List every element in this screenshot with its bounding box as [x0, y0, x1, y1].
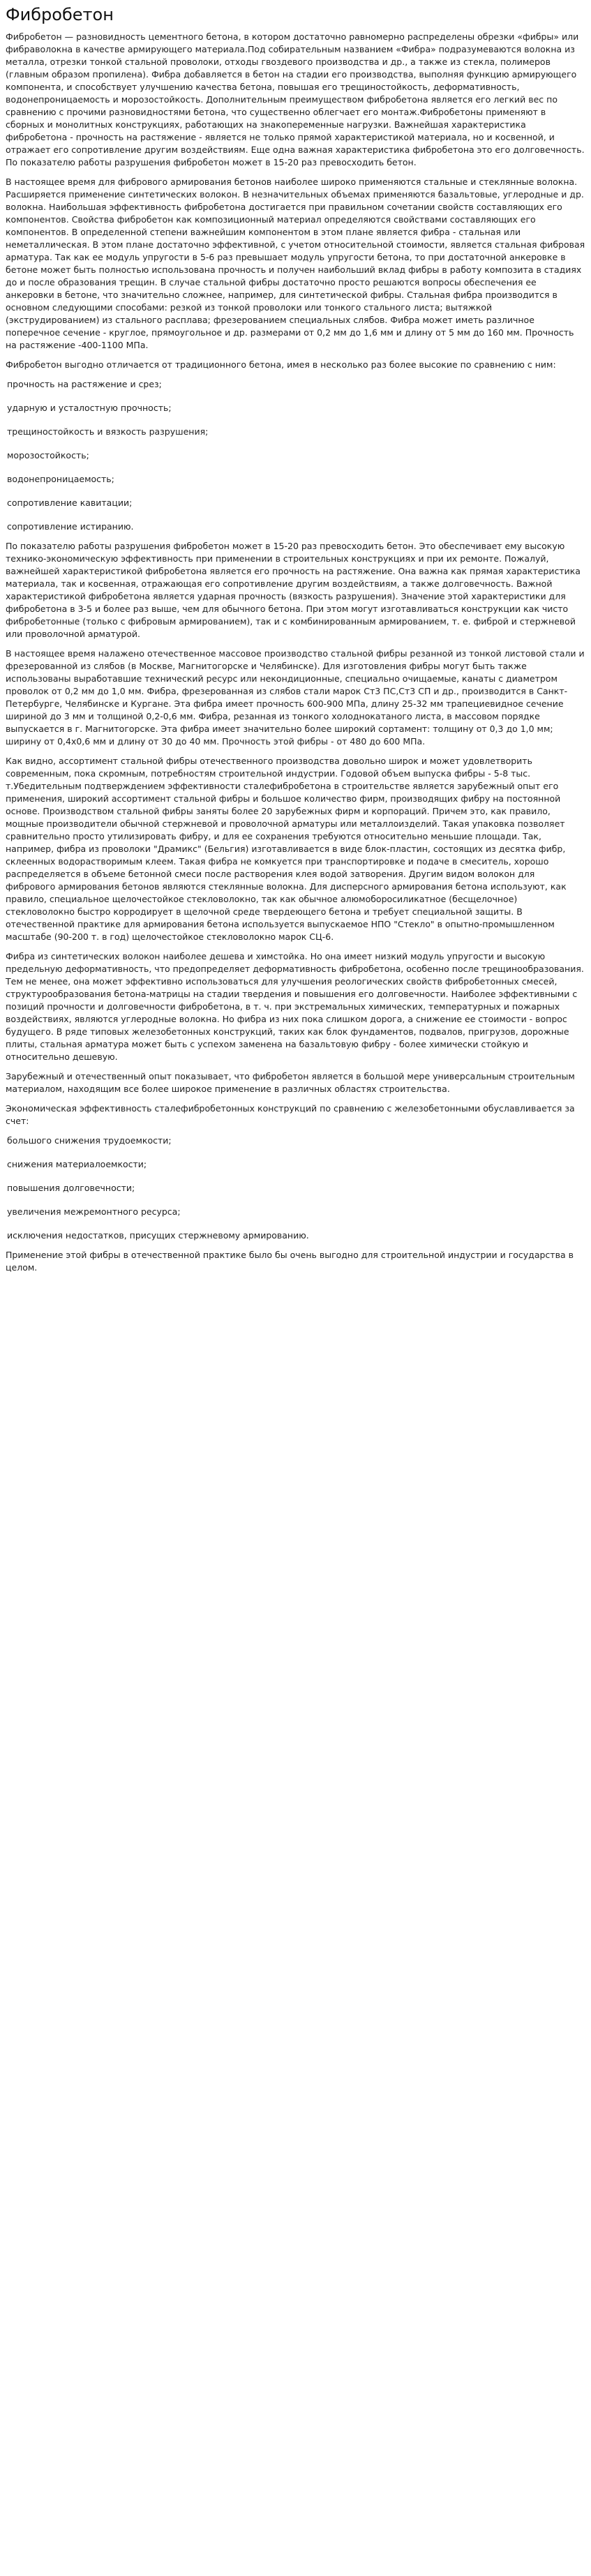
list-item: исключения недостатков, присущих стержневому армированию.	[7, 1230, 309, 1241]
paragraph: Экономическая эффективность сталефибробетонных конструкций по сравнению с железобетонными обуславливается за счет:	[6, 1103, 575, 1126]
document	[0, 0, 591, 1274]
list-item: трещиностойкость и вязкость разрушения;	[7, 426, 209, 437]
list-item: прочность на растяжение и срез;	[7, 379, 162, 389]
paragraph: Зарубежный и отечественный опыт показывает, что фибробетон является в большой мере универсальным строительным материалом, находящим все более широкое применение в различных областях строительства.	[6, 1071, 575, 1094]
paragraph: Как видно, ассортимент стальной фибры отечественного производства довольно широк и может удовлетворить современным, пока скромным, потребностям строительной индустрии. Годовой объем выпуска фибры - 5-8 тыс. т.Убедительным подтверждением эффективности сталефибробетона в строительстве является зарубежный опыт его применения, широкий ассортимент стальной фибры и большое количество фирм, производящих фибру на постоянной основе. Производством стальной фибры заняты более 20 зарубежных фирм и корпораций. Причем это, как правило, мощные производители обычной стержневой и проволочной арматуры или металлоизделий. Такая упаковка позволяет сравнительно просто утилизировать фибру, и для ее сохранения требуются относительно меньшие площади. Так, например, фибра из проволоки "Драмикс" (Бельгия) изготавливается в виде блок-пластин, состоящих из десятка фибр, склеенных водорастворимым клеем. Такая фибра не комкуется при транспортировке и подаче в смеситель, хорошо распределяется в объеме бетонной смеси после растворения клея водой затворения. Другим видом волокон для фибрового армирования бетонов являются стеклянные волокна. Для дисперсного армирования бетона используют, как правило, специальное щелочестойкое стекловолокно, так как обычное алюмоборосиликатное (бесщелочное) стекловолокно быстро корродирует в щелочной среде твердеющего бетона и требует специальной защиты. В отечественной практике для армирования бетона используется выпускаемое НПО "Стекло" в опытно-промышленном масштабе (90-200 т. в год) щелочестойкое стекловолокно марок СЦ-6.	[6, 756, 567, 942]
paragraph: Фибробетон — разновидность цементного бетона, в котором достаточно равномерно распределены обрезки «фибры» или фибраволокна в качестве армирующего материала.Под собирательным названием «Фибра» подразумеваются волокна из металла, отрезки тонкой стальной проволоки, отходы гвоздевого производства и др., а также из стекла, полимеров (главным образом пропилена). Фибра добавляется в бетон на стадии его производства, выполняя функцию армирующего компонента, и способствует улучшению качества бетона, повышая его трещиностойкость, деформативность, водонепроницаемость и морозостойкость. Дополнительным преимуществом фибробетона является его легкий вес по сравнению с прочими разновидностями бетона, что существенно облегчает его монтаж.Фибробетоны применяют в сборных и монолитных конструкциях, работающих на знакопеременные нагрузки. Важнейшая характеристика фибробетона - прочность на растяжение - является не только прямой характеристикой материала, но и косвенной, и отражает его сопротивление другим воздействиям. Еще одна важная характеристика фибробетона это его долговечность. По показателю работы разрушения фибробетон может в 15-20 раз превосходить бетон.	[6, 31, 585, 167]
list-item: ударную и усталостную прочность;	[7, 403, 172, 413]
list-item: морозостойкость;	[7, 450, 89, 460]
list-item: увеличения межремонтного ресурса;	[7, 1206, 181, 1217]
paragraph: В настоящее время для фибрового армирования бетонов наиболее широко применяются стальные и стеклянные волокна. Расширяется применение синтетических волокон. В незначительных объемах применяются базальтовые, углеродные и др. волокна. Наибольшая эффективность фибробетона достигается при правильном сочетании свойств составляющих его компонентов. Свойства фибробетон как композиционный материал определяются свойствами составляющих его компонентов. В определенной степени важнейшим компонентом в этом плане является фибра - стальная или неметаллическая. В этом плане достаточно эффективной, с учетом относительной стоимости, является стальная фибровая арматура. Так как ее модуль упругости в 5-6 раз превышает модуль упругости бетона, то при достаточной анкеровке в бетоне может быть полностью использована прочность и получен наибольший вклад фибры в работу композита в стадиях до и после образования трещин. В случае стальной фибры достаточно просто решаются вопросы обеспечения ее анкеровки в бетоне, что значительно сложнее, например, для синтетической фибры. Стальная фибра производится в основном следующими способами: резкой из тонкой проволоки или тонкого стального листа; вытяжкой (экструдированием) из стального расплава; фрезерованием специальных слябов. Фибра может иметь различное поперечное сечение - круглое, прямоугольное и др. размерами от 0,2 мм до 1,6 мм и длину от 5 мм до 160 мм. Прочность на растяжение -400-1100 МПа.	[6, 177, 585, 350]
list-item: повышения долговечности;	[7, 1183, 135, 1193]
paragraph: В настоящее время налажено отечественное массовое производство стальной фибры резанной из тонкой листовой стали и фрезерованной из слябов (в Москве, Магнитогорске и Челябинске). Для изготовления фибры могут быть также использованы выработавшие технический ресурс или некондиционные, специально очищаемые, канаты с диаметром проволок от 0,2 мм до 1,0 мм. Фибра, фрезерованная из слябов стали марок Ст3 ПС,Ст3 СП и др., производится в Санкт-Петербурге, Челябинске и Кургане. Эта фибра имеет прочность 600-900 МПа, длину 25-32 мм трапециевидное сечение шириной до 3 мм и толщиной 0,2-0,6 мм. Фибра, резанная из тонкого холоднокатаного листа, в массовом порядке выпускается в г. Магнитогорске. Эта фибра имеет значительно более широкий сортамент: толщину от 0,3 до 1,0 мм; ширину от 0,4х0,6 мм и длину от 30 до 40 мм. Прочность этой фибры - от 480 до 600 МПа.	[6, 648, 585, 747]
list-item: снижения материалоемкости;	[7, 1159, 147, 1169]
paragraph: Фибра из синтетических волокон наиболее дешева и химстойка. Но она имеет низкий модуль упругости и высокую предельную деформативность, что предопределяет деформативность фибробетона, особенно после трещинообразования. Тем не менее, она может эффективно использоваться для улучшения реологических свойств фибробетонных смесей, структурообразования бетона-матрицы на стадии твердения и повышения его долговечности. Наиболее эффективными с позиций прочности и долговечности фибробетона, в т. ч. при экстремальных химических, температурных и пожарных воздействиях, являются углеродные волокна. Но фибра из них пока слишком дорога, а снижение ее стоимости - вопрос будущего. В ряде типовых железобетонных конструкций, таких как блок фундаментов, подвалов, пригрузов, дорожные плиты, стальная арматура может быть с успехом заменена на базальтовую фибру - более химически стойкую и относительно дешевую.	[6, 951, 584, 1062]
list-item: большого снижения трудоемкости;	[7, 1135, 172, 1146]
paragraph: По показателю работы разрушения фибробетон может в 15-20 раз превосходить бетон. Это обеспечивает ему высокую технико-экономическую эффективность при применении в строительных конструкциях и при их ремонте. Пожалуй, важнейшей характеристикой фибробетона является его прочность на растяжение. Она важна как прямая характеристика материала, так и косвенная, отражающая его сопротивление другим воздействиям, а также долговечность. Важной характеристикой фибробетона является ударная прочность (вязкость разрушения). Значение этой характеристики для фибробетона в 3-5 и более раз выше, чем для обычного бетона. При этом могут изготавливаться конструкции как чисто фибробетонные (только с фибровым армированием), так и с комбинированным армированием, т. е. фиброй и стержневой или проволочной арматурой.	[6, 541, 581, 639]
page-title: Фибробетон	[6, 5, 114, 24]
closing-paragraph: Применение этой фибры в отечественной практике было бы очень выгодно для строительной индустрии и государства в целом.	[6, 1250, 574, 1273]
properties-list	[6, 378, 585, 533]
benefits-list	[6, 1135, 585, 1242]
list-item: сопротивление кавитации;	[7, 497, 133, 508]
list-item: водонепроницаемость;	[7, 474, 114, 484]
list-item: сопротивление истиранию.	[7, 521, 134, 532]
paragraph: Фибробетон выгодно отличается от традиционного бетона, имея в несколько раз более высокие по сравнению с ним:	[6, 359, 556, 370]
